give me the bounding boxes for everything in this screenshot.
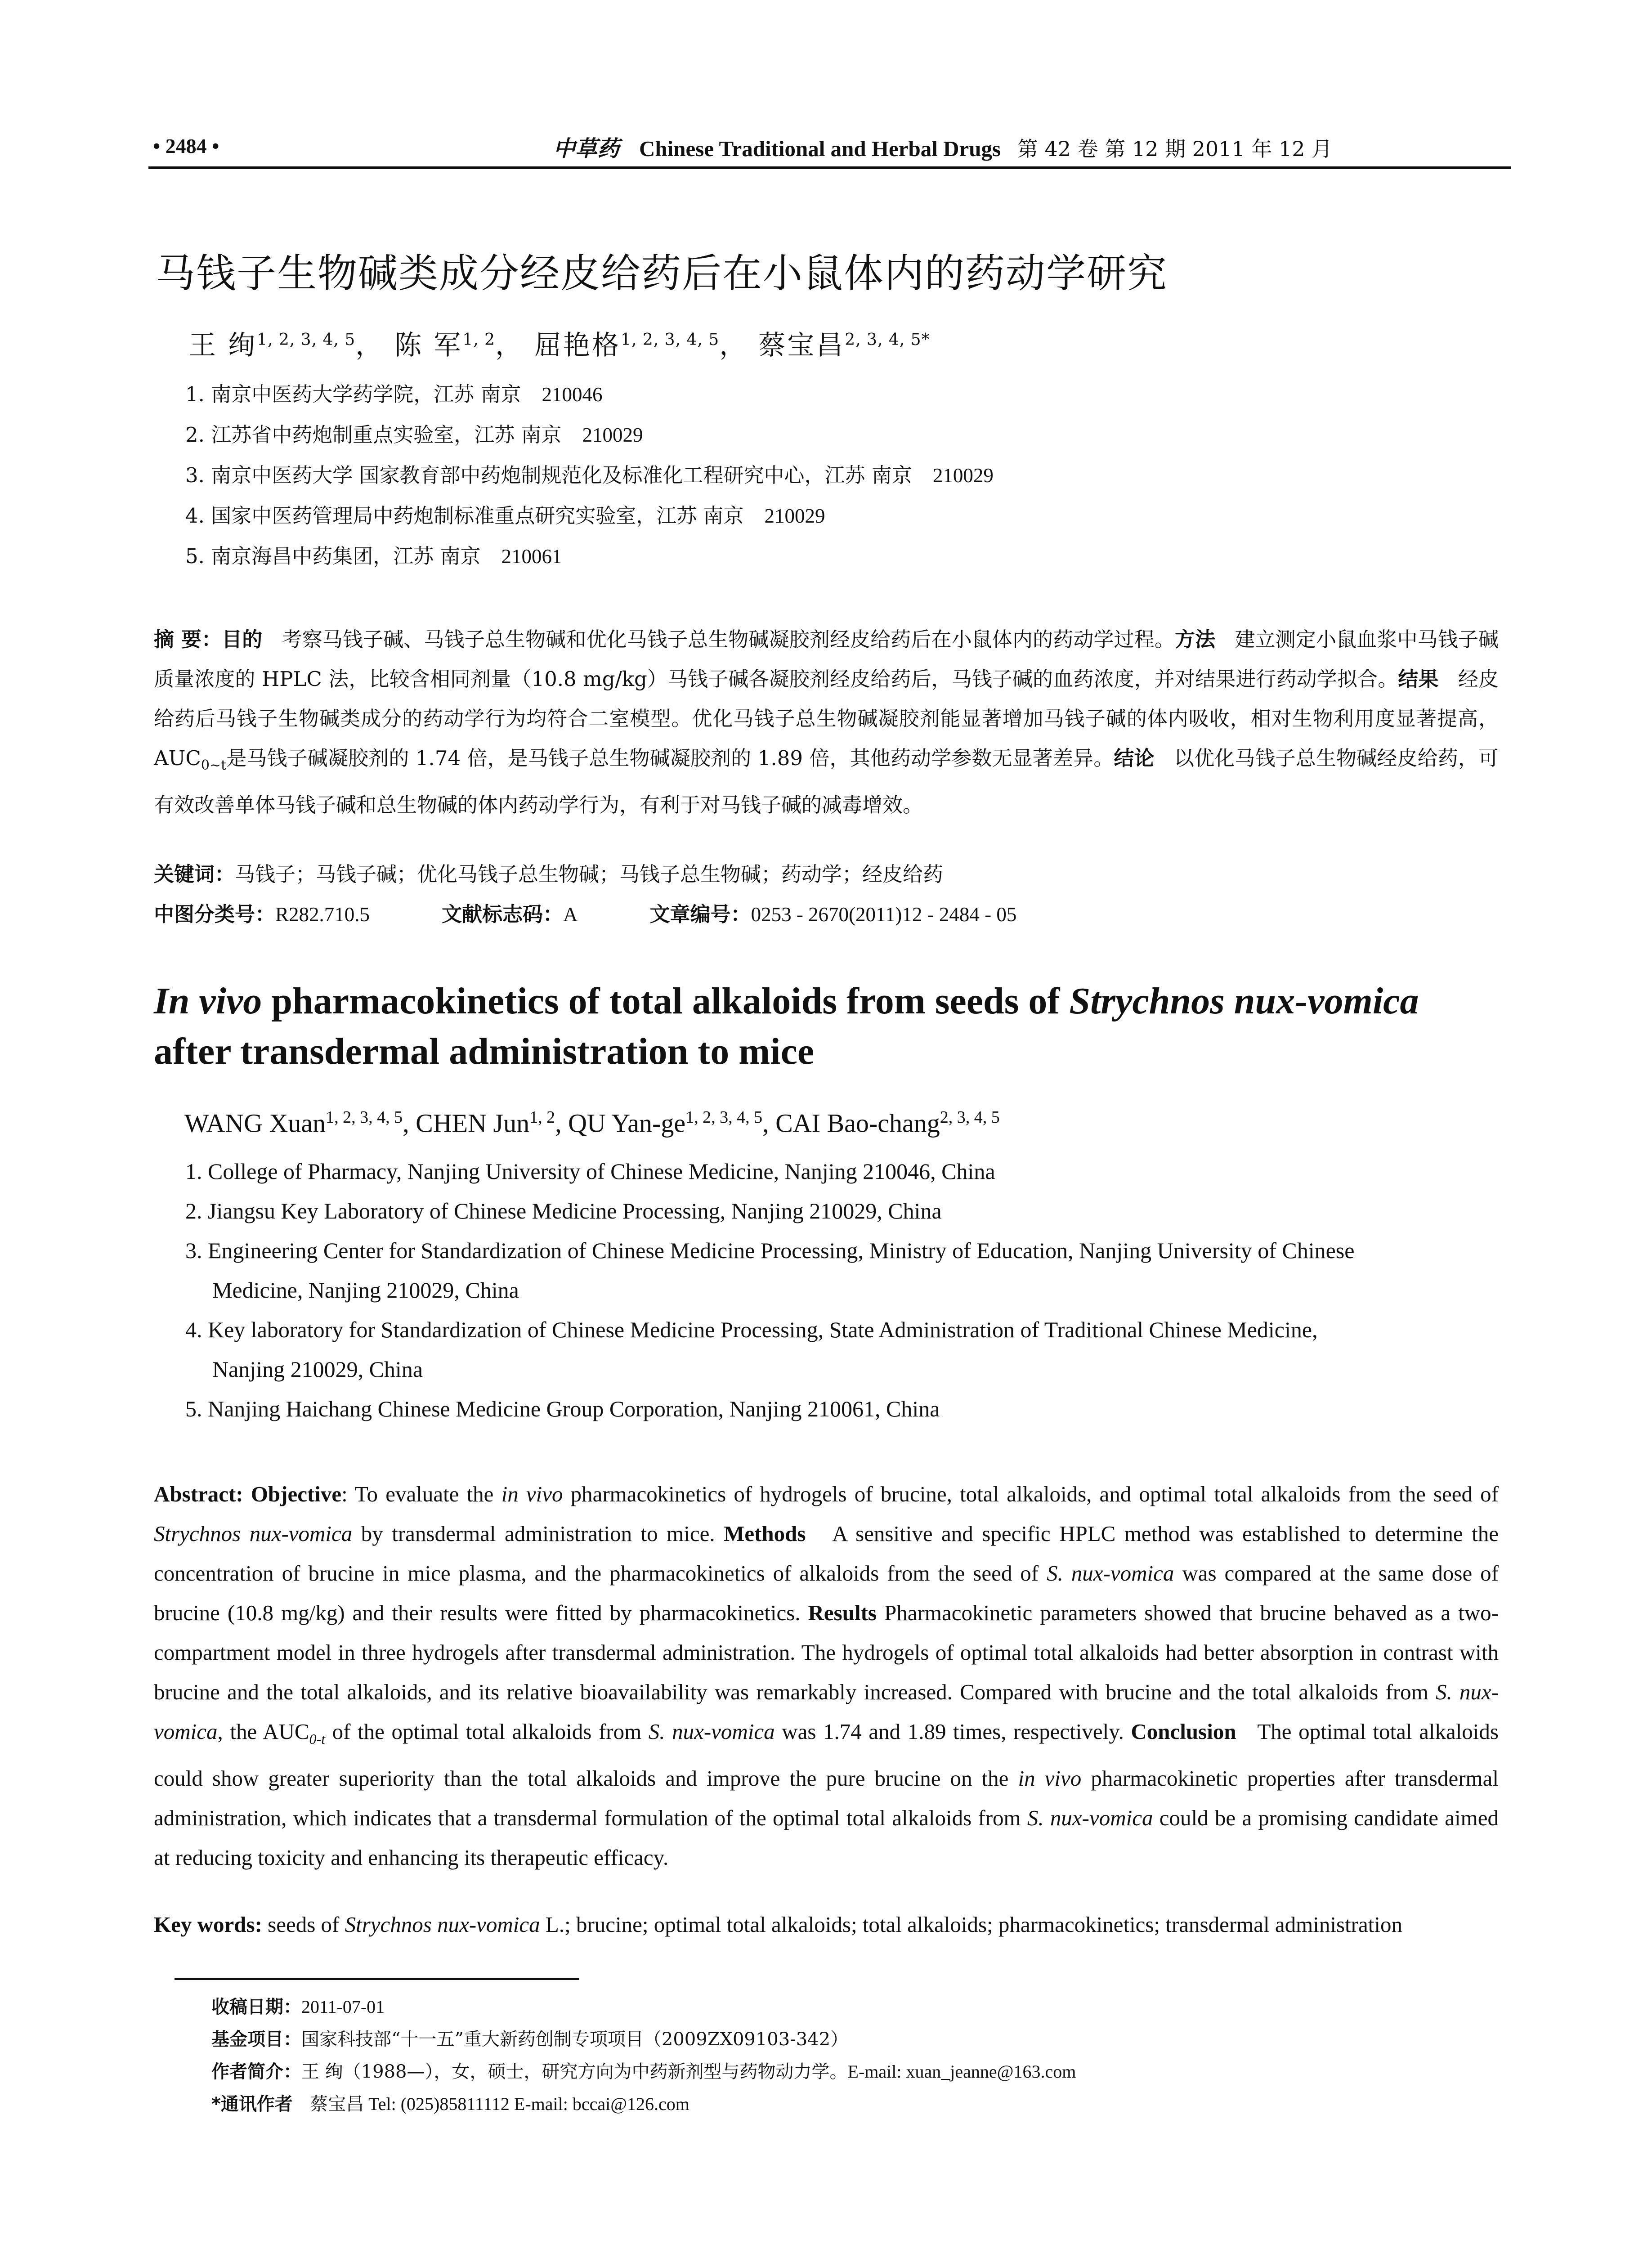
page-number: • 2484 • [153, 134, 219, 157]
auc-subscript: 0-t [309, 1730, 326, 1747]
journal-logo: 中草药 [553, 135, 620, 161]
author-name: QU Yan-ge [568, 1108, 686, 1138]
keywords-text: seeds of [262, 1912, 345, 1937]
postal-code: 210029 [582, 424, 643, 446]
footnote-received [211, 1993, 385, 2018]
author-bio-label: 作者简介： [211, 2061, 301, 2082]
methods-text: 建立测定小鼠血浆中马钱子碱质量浓度的 HPLC 法，比较含相同剂量（10.8 mg/kg）马钱子碱各凝胶剂经皮给药后，马钱子碱的血药浓度，并对结果进行药动学拟合。 [154, 627, 1499, 691]
results-label: Results [808, 1600, 877, 1625]
en-keywords [154, 1912, 1499, 1937]
author-separator: , [762, 1108, 776, 1138]
methods-text-2: was compared at the same dose of brucine (10.8 mg/kg) and their results were fitted by pharmacokinetics. [154, 1561, 1499, 1625]
abstract-label: Abstract: [154, 1482, 243, 1506]
corresponding-info: 蔡宝昌 Tel: (025)85811112 E-mail: bccai@126.com [310, 2094, 689, 2114]
auc-subscript: 0~t [201, 757, 227, 773]
author-name: 屈艳格 [534, 330, 621, 361]
postal-code: 210029 [932, 464, 994, 487]
author-name: WANG Xuan [184, 1108, 326, 1138]
conclusion-text-3: could be a promising candidate aimed at reducing toxicity and enhancing its therapeutic efficacy. [154, 1805, 1499, 1870]
author-separator: , [403, 1108, 416, 1138]
article-no-label: 文章编号： [649, 902, 751, 926]
en-title [154, 976, 1512, 1077]
species-name: Strychnos nux-vomica [345, 1912, 540, 1937]
results-text: 经皮给药后马钱子生物碱类成分的药动学行为均符合二室模型。优化马钱子总生物碱凝胶剂能显著增加马钱子碱的体内吸收，相对生物利用度显著提高，AUC [154, 667, 1499, 770]
clc-label: 中图分类号： [154, 902, 276, 926]
cn-affiliation [185, 459, 994, 488]
objective-text: : To evaluate the [341, 1482, 501, 1506]
author-affil-sup: 2, 3, 4, 5 [940, 1108, 1000, 1127]
affiliation-text: 4. Key laboratory for Standardization of Chinese Medicine Processing, State Administration of Traditional Chinese Medicine, [185, 1317, 1318, 1342]
author-affil-sup: 2, 3, 4, 5* [845, 331, 930, 349]
author-affil-sup: 1, 2, 3, 4, 5 [685, 1108, 763, 1127]
conclusion-label: Conclusion [1131, 1719, 1236, 1744]
en-abstract [154, 1474, 1499, 1877]
keywords-label: 关键词： [154, 862, 235, 886]
title-text-2: after transdermal administration to mice [154, 1030, 815, 1072]
abstract-label: 摘 要： [154, 627, 222, 651]
en-authors [184, 1107, 1000, 1138]
issue-info: 第 42 卷 第 12 期 2011 年 12 月 [1017, 137, 1333, 161]
corresponding-label: *通讯作者 [211, 2094, 293, 2115]
author-separator: , [555, 1108, 569, 1138]
methods-label: Methods [724, 1521, 806, 1546]
species-name: Strychnos nux-vomica [154, 1521, 353, 1546]
author-affil-sup: 1, 2, 3, 4, 5 [326, 1108, 403, 1127]
methods-label: 方法 [1174, 627, 1216, 651]
running-header [153, 130, 1511, 166]
en-affiliation [185, 1310, 1508, 1389]
affiliation-text: 4. 国家中医药管理局中药炮制标准重点研究实验室，江苏 南京 [185, 504, 744, 528]
conclusion-label: 结论 [1114, 746, 1155, 770]
affiliation-text: 3. 南京中医药大学 国家教育部中药炮制规范化及标准化工程研究中心，江苏 南京 [185, 463, 912, 487]
journal-name [553, 131, 1332, 163]
results-text: Pharmacokinetic parameters showed that brucine behaved as a two-compartment model in three hydrogels after transdermal administration. The hydrogels of optimal total alkaloids had better absorption in contrast with brucine and the total alkaloids, and its relative bioavailability was remarkably increased. Compared with brucine and the total alkaloids from [154, 1600, 1499, 1704]
postal-code: 210061 [501, 545, 562, 568]
article-number: 0253 - 2670(2011)12 - 2484 - 05 [751, 903, 1017, 926]
keywords-label: Key words: [154, 1912, 262, 1937]
conclusion-text-2: pharmacokinetic properties after transdermal administration, which indicates that a transdermal formulation of the optimal total alkaloids from [154, 1765, 1499, 1830]
doc-code: A [563, 903, 578, 926]
classification-line [154, 898, 1016, 927]
methods-text: A sensitive and specific HPLC method was established to determine the concentration of brucine in mice plasma, and the pharmacokinetics of alkaloids from the seed of [154, 1521, 1499, 1586]
received-label: 收稿日期： [211, 1997, 301, 2017]
affiliation-text-2: Nanjing 210029, China [212, 1357, 423, 1382]
species-name: S. nux-vomica [1027, 1805, 1153, 1830]
affiliation-text: 1. 南京中医药大学药学院，江苏 南京 [185, 382, 521, 406]
italic-term: in vivo [1018, 1765, 1082, 1791]
author-name: 王 绚 [189, 330, 257, 361]
author-affil-sup: 1, 2, 3, 4, 5 [621, 331, 720, 349]
keywords-text: 马钱子；马钱子碱；优化马钱子总生物碱；马钱子总生物碱；药动学；经皮给药 [235, 862, 944, 886]
affiliation-text: 2. 江苏省中药炮制重点实验室，江苏 南京 [185, 423, 562, 447]
footnote-fund [211, 2025, 848, 2051]
cn-abstract [154, 620, 1499, 825]
objective-text: 考察马钱子碱、马钱子总生物碱和优化马钱子总生物碱凝胶剂经皮给药后在小鼠体内的药动学过程。 [282, 627, 1175, 651]
results-text-2: , the AUC [217, 1719, 309, 1744]
author-name: CAI Bao-chang [775, 1108, 940, 1138]
cn-affiliation [185, 540, 562, 569]
postal-code: 210046 [542, 383, 603, 406]
postal-code: 210029 [764, 505, 825, 527]
en-affiliation: 1. College of Pharmacy, Nanjing University of Chinese Medicine, Nanjing 210046, China [185, 1159, 995, 1184]
fund-text: 国家科技部“十一五”重大新药创制专项项目（2009ZX09103-342） [301, 2029, 849, 2050]
fund-label: 基金项目： [211, 2029, 301, 2050]
cn-title: 马钱子生物碱类成分经皮给药后在小鼠体内的药动学研究 [156, 250, 1168, 296]
doc-code-label: 文献标志码： [442, 902, 564, 926]
results-label: 结果 [1398, 667, 1439, 691]
cn-keywords [154, 858, 943, 887]
footnote-correspondence [211, 2090, 689, 2115]
en-affiliation: 2. Jiangsu Key Laboratory of Chinese Medicine Processing, Nanjing 210029, China [185, 1198, 942, 1223]
cn-affiliation [185, 418, 643, 448]
objective-text-2: pharmacokinetics of hydrogels of brucine, total alkaloids, and optimal total alkaloids from the seed of [563, 1482, 1499, 1506]
author-affil-sup: 1, 2, 3, 4, 5 [257, 331, 356, 349]
journal-english-name: Chinese Traditional and Herbal Drugs [639, 136, 1001, 161]
footnote-rule [175, 1978, 579, 1980]
results-text-2: 是马钱子碱凝胶剂的 1.74 倍，是马钱子总生物碱凝胶剂的 1.89 倍，其他药动学参数无显著差异。 [226, 746, 1114, 770]
en-affiliation [185, 1231, 1508, 1310]
title-species: Strychnos nux-vomica [1069, 980, 1419, 1022]
title-text: pharmacokinetics of total alkaloids from seeds of [262, 980, 1070, 1022]
objective-text-3: by transdermal administration to mice. [352, 1521, 715, 1546]
cn-authors: 王 绚$^{1, 2, 3, 4, 5}$， 陈 军$^{1, 2}$， 屈艳格$^{1, 2, 3, 4, 5}$， 蔡宝昌$^{2, 3, 4, 5*}$ [189, 330, 930, 361]
author-email: E-mail: xuan_jeanne@163.com [847, 2061, 1076, 2082]
cn-affiliation [185, 378, 603, 407]
results-text-3: of the optimal total alkaloids from [325, 1719, 649, 1744]
objective-label: 目的 [222, 627, 263, 651]
footnote-author [211, 2057, 1076, 2083]
objective-label: Objective [251, 1482, 342, 1506]
author-affil-sup: 1, 2 [529, 1108, 555, 1127]
en-affiliation: 5. Nanjing Haichang Chinese Medicine Group Corporation, Nanjing 210061, China [185, 1396, 940, 1421]
species-name: S. nux-vomica [1047, 1561, 1174, 1586]
author-bio: 王 绚（1988—），女，硕士，研究方向为中药新剂型与药物动力学。 [301, 2061, 848, 2082]
author-affil-sup: 1, 2 [462, 331, 496, 349]
clc-number: R282.710.5 [275, 903, 370, 926]
cn-affiliation [185, 499, 825, 529]
title-italic: In vivo [154, 980, 262, 1022]
results-text-4: was 1.74 and 1.89 times, respectively. [775, 1719, 1124, 1744]
species-name: S. nux-vomica [648, 1719, 775, 1744]
received-date: 2011-07-01 [301, 1997, 385, 2017]
italic-term: in vivo [501, 1482, 563, 1506]
author-name: 陈 军 [394, 330, 463, 361]
header-rule [148, 166, 1511, 169]
author-name: 蔡宝昌 [758, 330, 845, 361]
species-name: S. nux-vomica [154, 1680, 1499, 1744]
conclusion-text: The optimal total alkaloids could show greater superiority than the total alkaloids and improve the pure brucine on the [154, 1719, 1499, 1791]
affiliation-text-2: Medicine, Nanjing 210029, China [212, 1277, 519, 1303]
conclusion-text: 以优化马钱子总生物碱经皮给药，可有效改善单体马钱子碱和总生物碱的体内药动学行为，有利于对马钱子碱的减毒增效。 [154, 746, 1499, 817]
affiliation-text: 5. 南京海昌中药集团，江苏 南京 [185, 544, 481, 568]
keywords-text-2: L.; brucine; optimal total alkaloids; total alkaloids; pharmacokinetics; transdermal administration [540, 1912, 1402, 1937]
author-name: CHEN Jun [416, 1108, 530, 1138]
affiliation-text: 3. Engineering Center for Standardization of Chinese Medicine Processing, Ministry of Education, Nanjing University of Chinese [185, 1238, 1355, 1263]
